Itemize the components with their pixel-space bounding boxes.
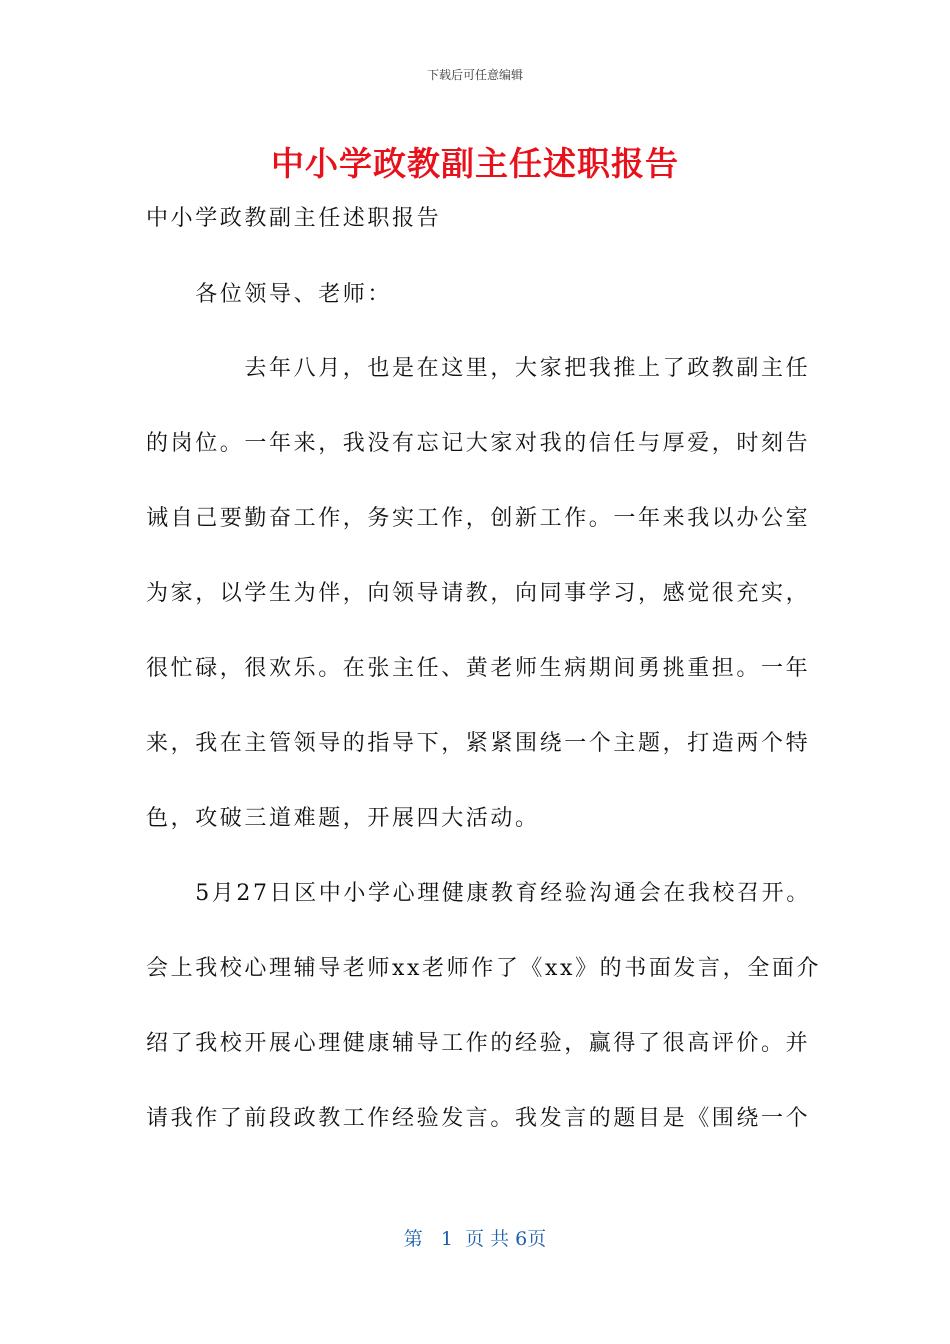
body-line: 的岗位。一年来，我没有忘记大家对我的信任与厚爱，时刻告 [146, 431, 811, 456]
body-line: 为家，以学生为伴，向领导请教，向同事学习，感觉很充实， [146, 581, 811, 606]
body-line: 来，我在主管领导的指导下，紧紧围绕一个主题，打造两个特 [146, 731, 811, 756]
body-line: 很忙碌，很欢乐。在张主任、黄老师生病期间勇挑重担。一年 [146, 656, 811, 681]
footer-prefix: 第 [403, 1228, 423, 1250]
body-line: 各位领导、老师： [146, 282, 393, 307]
header-note: 下载后可任意编辑 [426, 68, 523, 82]
body-line: 绍了我校开展心理健康辅导工作的经验，赢得了很高评价。并 [146, 1031, 811, 1056]
body-line: 去年八月，也是在这里，大家把我推上了政教副主任 [146, 356, 811, 381]
footer-suffix: 页 [527, 1228, 547, 1250]
body-line: 请我作了前段政教工作经验发言。我发言的题目是《围绕一个 [146, 1106, 811, 1131]
body-line: 诫自己要勤奋工作，务实工作，创新工作。一年来我以办公室 [146, 506, 811, 531]
body-line: 5月27日区中小学心理健康教育经验沟通会在我校召开。 [146, 881, 811, 906]
footer-page-current: 1 [440, 1228, 453, 1250]
document-title: 中小学政教副主任述职报告 [271, 144, 679, 183]
body-line: 中小学政教副主任述职报告 [146, 206, 442, 231]
footer-page-total: 6 [515, 1228, 528, 1250]
page-footer [0, 1226, 950, 1252]
body-line: 色，攻破三道难题，开展四大活动。 [146, 806, 540, 831]
footer-middle: 页 共 [465, 1228, 510, 1250]
body-line: 会上我校心理辅导老师xx老师作了《xx》的书面发言，全面介 [146, 956, 822, 981]
